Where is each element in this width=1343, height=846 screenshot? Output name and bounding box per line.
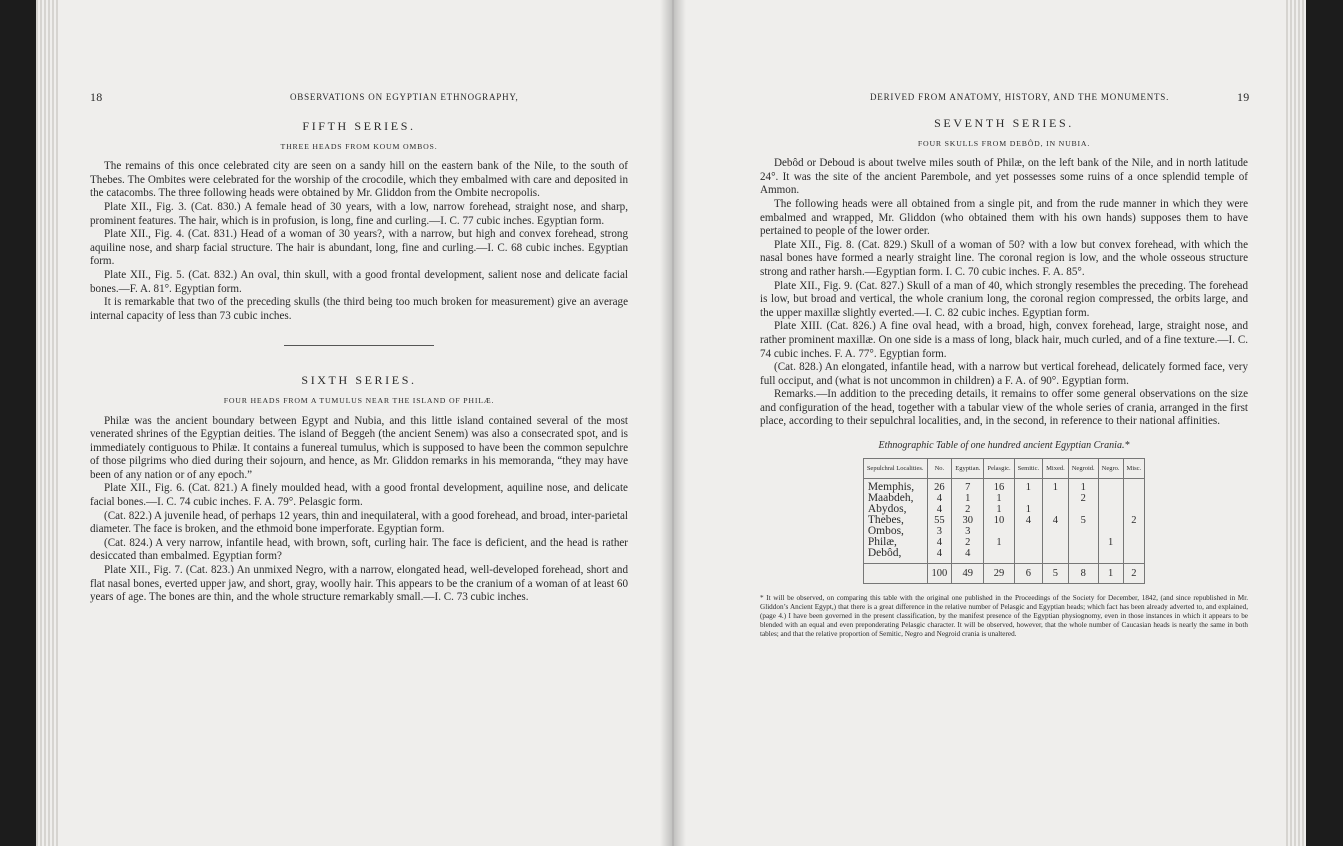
table-cell: 4 [927,548,952,564]
table-cell: 2 [1123,563,1145,583]
table-cell [1014,548,1042,564]
table-cell: 1 [1014,504,1042,515]
table-row [863,515,1144,526]
table-cell: Memphis, [863,478,927,493]
table-cell: 1 [984,504,1014,515]
table-row [863,537,1144,548]
table-cell [1123,526,1145,537]
table-cell [1014,526,1042,537]
table-cell: 26 [927,478,952,493]
table-cell [1068,548,1098,564]
table-cell [984,548,1014,564]
table-cell: 55 [927,515,952,526]
table-cell [1123,504,1145,515]
table-cell: 6 [1014,563,1042,583]
table-cell: 4 [927,493,952,504]
table-cell: 2 [1123,515,1145,526]
right-page-number: 19 [1237,90,1250,104]
table-cell: 1 [1098,537,1123,548]
table-cell: 100 [927,563,952,583]
table-cell [1098,548,1123,564]
table-row [863,504,1144,515]
table-cell [1043,504,1069,515]
table-cell: 10 [984,515,1014,526]
paragraph: Plate XIII. (Cat. 826.) A fine oval head, with a broad, high, convex forehead, large, straight nose, and rather prominent maxillæ. On one side is a mass of long, black hair, much curled, and of a fine texture.—I. C. 74 cubic inches. F. A. 77°. Egyptian form. [760,320,1248,360]
paragraph: Plate XII., Fig. 7. (Cat. 823.) An unmixed Negro, with a narrow, elongated head, well-developed forehead, short and flat nasal bones, everted upper jaw, and short, gray, woolly hair. This appears to be the cranium of a woman of at least 60 years of age. The bones are thin, and the whole structure remarkably small.—I. C. 73 cubic inches. [90,564,628,604]
paragraph: Plate XII., Fig. 5. (Cat. 832.) An oval, thin skull, with a good frontal development, salient nose and delicate facial bones.—F. A. 81°. Egyptian form. [90,268,628,295]
paragraph: Plate XII., Fig. 8. (Cat. 829.) Skull of a woman of 50? with a low but convex forehead, with which the nasal bones have formed a nearly straight line. The coronal region is low, and the whole osseous structure strong and rather harsh.—Egyptian form. I. C. 70 cubic inches. F. A. 85°. [760,238,1248,278]
table-cell: 3 [927,526,952,537]
table-cell: 8 [1068,563,1098,583]
book-gutter [660,0,686,846]
right-page-edges [1284,0,1306,846]
paragraph: Plate XII., Fig. 6. (Cat. 821.) A finely moulded head, with a good frontal development, aquiline nose, and delicate facial bones.—I. C. 74 cubic inches. F. A. 79°. Pelasgic form. [90,482,628,509]
table-cell [1043,537,1069,548]
header-cell: Pelasgic. [984,458,1014,478]
table-cell: Maabdeh, [863,493,927,504]
table-cell: 1 [984,493,1014,504]
paragraph: Plate XII., Fig. 3. (Cat. 830.) A female head of 30 years, with a low, narrow forehead, straight nose, and sharp, prominent features. The hair, which is in profusion, is long, fine and curling.—I. C. 77 cubic inches. Egyptian form. [90,200,628,227]
sixth-series-title: SIXTH SERIES. [301,373,417,388]
table-cell: 4 [927,504,952,515]
table-row [863,526,1144,537]
table-cell: 2 [952,504,984,515]
paragraph: (Cat. 828.) An elongated, infantile head, with a narrow but vertical forehead, delicately formed face, very full occiput, and (what is not uncommon in children) a F. A. of 90°. Egyptian form. [760,361,1248,387]
table-cell: 4 [927,537,952,548]
ethnographic-table [863,458,1145,584]
right-running-head: DERIVED FROM ANATOMY, HISTORY, AND THE MONUMENTS. [870,92,1170,102]
paragraph: It is remarkable that two of the preceding skulls (the third being too much broken for measurement) give an average internal capacity of less than 73 cubic inches. [90,296,628,322]
table-cell: 2 [952,537,984,548]
table-cell [1068,504,1098,515]
left-page-edges [36,0,58,846]
seventh-series-subtitle: FOUR SKULLS FROM DEBÔD, IN NUBIA. [917,138,1091,148]
table-cell: 30 [952,515,984,526]
table-cell: 4 [1014,515,1042,526]
table-cell: Debôd, [863,548,927,564]
table-cell: Abydos, [863,504,927,515]
table-cell: Philæ, [863,537,927,548]
table-cell [1098,493,1123,504]
header-cell: Misc. [1123,458,1145,478]
footnote: * It will be observed, on comparing this table with the original one published in the Proceedings of the Society for December, 1842, (and since republished in Mr. Gliddon’s Ancient Egypt,) that there is a great difference in the relative number of Pelasgic and Egyptian heads; which fact has been already adverted to, and explained, (page 4.) I have been governed in the present classification, by the manifest presence of the Egyptian physiognomy, even in those instances in which it appears to be blended with an equal and even preponderating Pelasgic character. It will be observed, however, that the whole number of Caucasian heads is nearly the same in both tables; and that the relative proportion of Semitic, Negro and Negroid crania is unaltered. [760,593,1248,638]
paragraph: The following heads were all obtained from a single pit, and from the rude manner in which they were embalmed and wrapped, Mr. Gliddon (who obtained them with his own hands) supposes them to have pertained to people of the lower order. [760,197,1248,238]
table-cell [1098,478,1123,493]
table-cell [1014,537,1042,548]
table-cell [1014,493,1042,504]
table-header-row [863,458,1144,478]
table-row [863,548,1144,564]
table-cell: 16 [984,478,1014,493]
table-cell [1123,493,1145,504]
table-cell [1068,526,1098,537]
table-row [863,478,1144,493]
sixth-series-subtitle: FOUR HEADS FROM A TUMULUS NEAR THE ISLAND OF PHILÆ. [223,395,495,405]
table-cell: 4 [952,548,984,564]
table-cell: 1 [1014,478,1042,493]
table-row [863,493,1144,504]
fifth-series-title: FIFTH SERIES. [302,119,416,133]
table-cell [1043,548,1069,564]
table-cell [1098,515,1123,526]
table-cell [984,526,1014,537]
table-cell: 7 [952,478,984,493]
paragraph: (Cat. 822.) A juvenile head, of perhaps 12 years, thin and inequilateral, with a good forehead, and broad, inter-parietal diameter. The face is broken, and the ethmoid bone imperforate. Egyptian form. [90,509,628,536]
left-column [90,120,628,605]
paragraph: (Cat. 824.) A very narrow, infantile head, with brown, soft, curling hair. The face is deficient, and the head is rather desiccated than embalmed. Egyptian form? [90,536,628,563]
paragraph: Plate XII., Fig. 4. (Cat. 831.) Head of a woman of 30 years?, with a narrow, but high and convex forehead, strong aquiline nose, and sharp facial structure. The hair is abundant, long, fine and curling.—I. C. 68 cubic inches. Egyptian form. [90,228,628,268]
table-cell: 1 [952,493,984,504]
seventh-series-title: SEVENTH SERIES. [934,116,1074,130]
table-cell: 1 [1043,478,1069,493]
table-cell [1098,504,1123,515]
table-cell [863,563,927,583]
table-cell [1123,548,1145,564]
header-cell: Sepulchral Localities. [863,458,927,478]
header-cell: Semitic. [1014,458,1042,478]
left-page-number: 18 [90,90,103,104]
fifth-series-subtitle: THREE HEADS FROM KOUM OMBOS. [280,141,438,151]
paragraph: Philæ was the ancient boundary between Egypt and Nubia, and this little island contained several of the most venerated shrines of the Egyptian deities. The island of Beggeh (the ancient Senem) was also a consecrated spot, and is immediately contiguous to Philæ. It contains a funereal tumulus, which is supposed to have been the common sepulchre of those pilgrims who died during their sojourn, and hence, as Mr. Gliddon remarks in his memoranda, “they may have been of any nation or of any epoch.” [90,414,628,481]
table-cell: Ombos, [863,526,927,537]
paragraph: The remains of this once celebrated city are seen on a sandy hill on the eastern bank of the Nile, to the south of Thebes. The Ombites were celebrated for the worship of the crocodile, which they embalmed with care and deposited in the catacombs. The three following heads were obtained by Mr. Gliddon from the Ombite necropolis. [90,160,628,200]
table-cell: 29 [984,563,1014,583]
paragraph: Plate XII., Fig. 9. (Cat. 827.) Skull of a man of 40, which strongly resembles the preceding. The forehead is low, but broad and vertical, the whole cranium long, the coronal region compressed, the orbits large, and the upper maxillæ slightly everted.—I. C. 82 cubic inches. Egyptian form. [760,279,1248,319]
header-cell: Mixed. [1043,458,1069,478]
table-cell: 5 [1068,515,1098,526]
table-totals-row [863,563,1144,583]
table-cell [1098,526,1123,537]
right-column [760,117,1248,639]
header-cell: Negroid. [1068,458,1098,478]
table-cell [1123,478,1145,493]
table-cell: 1 [1068,478,1098,493]
table-cell: 4 [1043,515,1069,526]
table-cell: 2 [1068,493,1098,504]
table-cell [1043,526,1069,537]
header-cell: No. [927,458,952,478]
table-cell [1043,493,1069,504]
header-cell: Negro. [1098,458,1123,478]
paragraph: Remarks.—In addition to the preceding details, it remains to offer some general observations on the size and configuration of the head, together with a tabular view of the whole series of crania, arranged in the first place, according to their sepulchral localities, and, in the second, in reference to their national affinities. [760,388,1248,428]
table-cell: Thebes, [863,515,927,526]
table-cell [1068,537,1098,548]
table-cell: 49 [952,563,984,583]
header-cell: Egyptian. [952,458,984,478]
left-running-head: OBSERVATIONS ON EGYPTIAN ETHNOGRAPHY, [290,92,519,102]
table-cell: 5 [1043,563,1069,583]
table-caption: Ethnographic Table of one hundred ancient Egyptian Crania.* [878,440,1130,452]
table-cell: 3 [952,526,984,537]
table-cell [1123,537,1145,548]
table-cell: 1 [984,537,1014,548]
paragraph: Debôd or Deboud is about twelve miles south of Philæ, on the left bank of the Nile, and in north latitude 24°. It was the site of the ancient Parembole, and yet possesses some ruins of a once splendid temple of Ammon. [760,157,1248,197]
table-cell: 1 [1098,563,1123,583]
